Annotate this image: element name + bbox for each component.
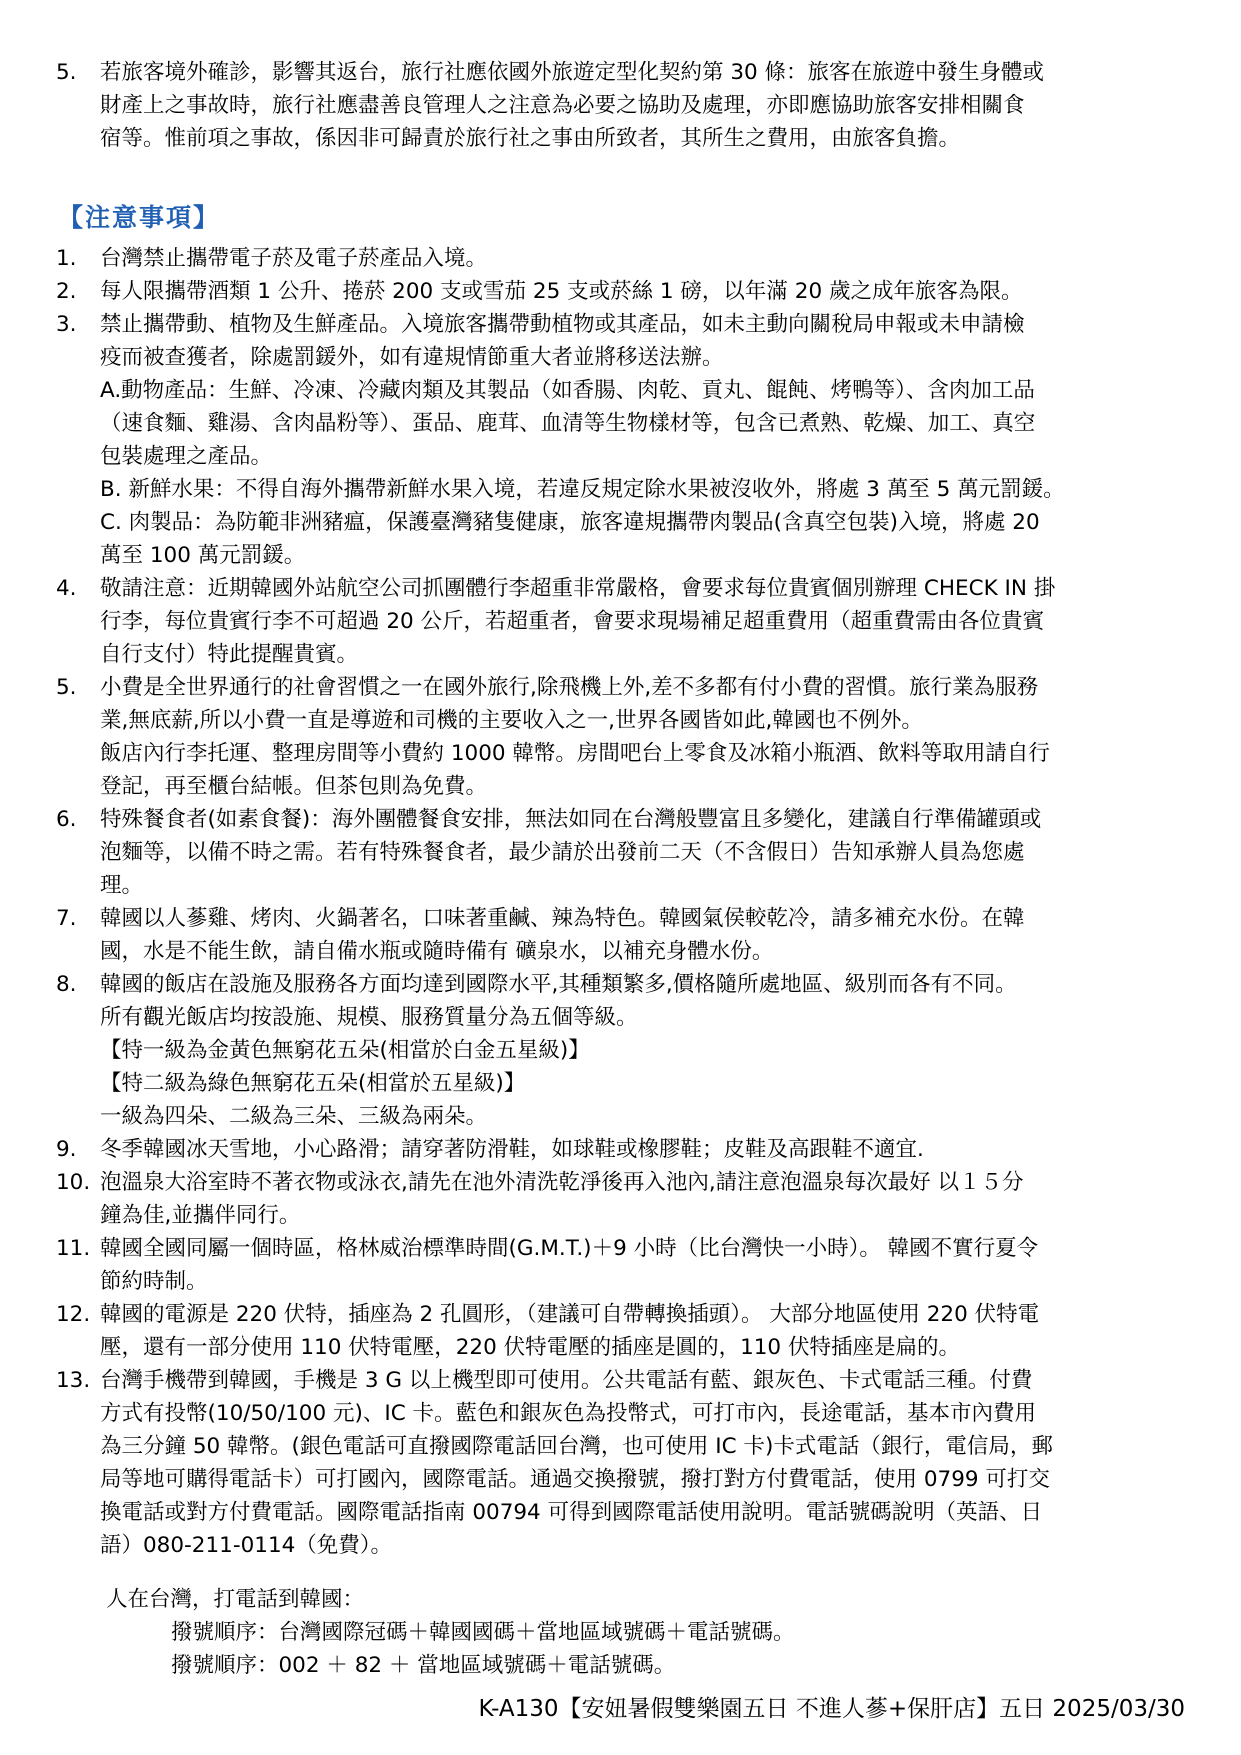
item-text — [100, 1364, 1053, 1562]
text-line: 萬至 100 萬元罰鍰。 — [100, 543, 306, 568]
item-number: 5. — [56, 60, 77, 85]
item-text — [100, 803, 1041, 902]
text-line: 鐘為佳,並攜伴同行。 — [100, 1203, 301, 1228]
notice-item-13 — [56, 1364, 1188, 1562]
text-line: 小費是全世界通行的社會習慣之一在國外旅行,除飛機上外,差不多都有付小費的習慣。旅行業為服務 — [100, 675, 1039, 700]
item-number: 5. — [56, 675, 77, 700]
text-line: （速食麵、雞湯、含肉晶粉等）、蛋品、鹿茸、血清等生物樣材等，包含已煮熟、乾燥、加工、真空 — [100, 411, 1036, 436]
dial-order-1: 撥號順序：台灣國際冠碼＋韓國國碼＋當地區域號碼＋電話號碼。 — [171, 1620, 795, 1645]
item-number: 10. — [56, 1170, 91, 1195]
text-line: 節約時制。 — [100, 1269, 208, 1294]
text-line: 為三分鐘 50 韓幣。(銀色電話可直撥國際電話回台灣，也可使用 IC 卡)卡式電話（銀行，電信局，郵 — [100, 1434, 1053, 1459]
text-line: 台灣禁止攜帶電子菸及電子菸產品入境。 — [100, 246, 488, 271]
text-line: 疫而被查獲者，除處罰鍰外，如有違規情節重大者並將移送法辦。 — [100, 345, 724, 370]
text-line: 登記，再至櫃台結帳。但茶包則為免費。 — [100, 774, 488, 799]
item-text — [100, 1232, 1038, 1298]
dial-intro: 人在台灣，打電話到韓國： — [106, 1587, 365, 1612]
item-number: 9. — [56, 1137, 77, 1162]
text-line: 韓國全國同屬一個時區，格林威治標準時間(G.M.T.)＋9 小時（比台灣快一小時）。 韓國不實行夏令 — [100, 1236, 1039, 1261]
text-line: 自行支付）特此提醒貴賓。 — [100, 642, 359, 667]
notice-item-11 — [56, 1232, 1188, 1298]
text-line: 理。 — [100, 873, 144, 898]
item-number: 4. — [56, 576, 77, 601]
item-number: 3. — [56, 312, 77, 337]
item-text — [100, 308, 1065, 572]
item-number: 12. — [56, 1302, 91, 1327]
text-line: 局等地可購得電話卡）可打國內，國際電話。通過交換撥號，撥打對方付費電話，使用 0799 可打交 — [100, 1467, 1050, 1492]
text-line: 飯店內行李托運、整理房間等小費約 1000 韓幣。房間吧台上零食及冰箱小瓶酒、飲料等取用請自行 — [100, 741, 1050, 766]
text-line: 【特二級為綠色無窮花五朵(相當於五星級)】 — [100, 1071, 526, 1096]
item-text: 若旅客境外確診，影響其返台，旅行社應依國外旅遊定型化契約第 30 條：旅客在旅遊中發生身體或 財產上之事故時，旅行社應盡善良管理人之注意為必要之協助及處理，亦即應協助旅客安排相關食 宿等。惟前項之事故，係因非可歸責於旅行社之事由所致者，其所生之費用，由旅客負擔。 — [100, 60, 1045, 151]
text-line: 換電話或對方付費電話。國際電話指南 00794 可得到國際電話使用說明。電話號碼說明（英語、日 — [100, 1500, 1043, 1525]
page-footer: K-A130【安妞暑假雙樂園五日 不進人蔘+保肝店】五日 2025/03/30 — [478, 1696, 1185, 1722]
notice-item-8 — [56, 968, 1188, 1133]
text-line: 每人限攜帶酒類 1 公升、捲菸 200 支或雪茄 25 支或菸絲 1 磅，以年滿 20 歲之成年旅客為限。 — [100, 279, 1023, 304]
notice-item-9 — [56, 1133, 1188, 1166]
text-line: 方式有投幣(10/50/100 元)、IC 卡。藍色和銀灰色為投幣式，可打市內，長途電話，基本市內費用 — [100, 1401, 1037, 1426]
text-line: 一級為四朵、二級為三朵、三級為兩朵。 — [100, 1104, 488, 1129]
notice-item-3 — [56, 308, 1188, 572]
item-text — [100, 242, 487, 275]
item-number: 1. — [56, 246, 77, 271]
text-line: 特殊餐食者(如素食餐)：海外團體餐食安排，無法如同在台灣般豐富且多變化，建議自行準備罐頭或 — [100, 807, 1042, 832]
dial-order-2: 撥號順序：002 ＋ 82 ＋ 當地區域號碼＋電話號碼。 — [171, 1653, 676, 1678]
item-text — [100, 968, 1017, 1133]
item-number: 6. — [56, 807, 77, 832]
item-number: 13. — [56, 1368, 91, 1393]
item-number: 2. — [56, 279, 77, 304]
item-number: 11. — [56, 1236, 91, 1261]
text-line: 台灣手機帶到韓國，手機是 3 G 以上機型即可使用。公共電話有藍、銀灰色、卡式電話三種。付費 — [100, 1368, 1033, 1393]
item-text — [100, 275, 1022, 308]
text-line: 業,無底薪,所以小費一直是導遊和司機的主要收入之一,世界各國皆如此,韓國也不例外。 — [100, 708, 923, 733]
text-line: 泡麵等，以備不時之需。若有特殊餐食者，最少請於出發前二天（不含假日）告知承辦人員為您處 — [100, 840, 1025, 865]
notice-item-7 — [56, 902, 1188, 968]
notice-item-6 — [56, 803, 1188, 902]
notice-item-4 — [56, 572, 1188, 671]
text-line: A.動物產品：生鮮、冷凍、冷藏肉類及其製品（如香腸、肉乾、貢丸、餛飩、烤鴨等）、含肉加工品 — [100, 378, 1035, 403]
text-line: 國，水是不能生飲，請自備水瓶或隨時備有 礦泉水，以補充身體水份。 — [100, 939, 774, 964]
text-line: 語）080-211-0114（免費）。 — [100, 1533, 393, 1558]
text-line: 敬請注意：近期韓國外站航空公司抓團體行李超重非常嚴格，會要求每位貴賓個別辦理 CHECK IN 掛 — [100, 576, 1056, 601]
item-text — [100, 572, 1055, 671]
item-text — [100, 1133, 924, 1166]
section-heading: 【注意事項】 — [58, 203, 221, 232]
item-number: 7. — [56, 906, 77, 931]
text-line: 泡溫泉大浴室時不著衣物或泳衣,請先在池外清洗乾淨後再入池內,請注意泡溫泉每次最好 以１５分 — [100, 1170, 1024, 1195]
text-line: 行李，每位貴賓行李不可超過 20 公斤，若超重者，會要求現場補足超重費用（超重費需由各位貴賓 — [100, 609, 1045, 634]
item-text — [100, 1298, 1039, 1364]
notice-item-10 — [56, 1166, 1188, 1232]
text-line: 禁止攜帶動、植物及生鮮產品。入境旅客攜帶動植物或其產品，如未主動向關稅局申報或未申請檢 — [100, 312, 1025, 337]
notice-item-12 — [56, 1298, 1188, 1364]
text-line: 所有觀光飯店均按設施、規模、服務質量分為五個等級。 — [100, 1005, 638, 1030]
top-item — [56, 56, 1188, 155]
item-text — [100, 1166, 1024, 1232]
notice-item-1 — [56, 242, 1188, 275]
item-text — [100, 671, 1050, 803]
text-line: 韓國的飯店在設施及服務各方面均達到國際水平,其種類繁多,價格隨所處地區、級別而各有不同。 — [100, 972, 1017, 997]
text-line: 包裝處理之產品。 — [100, 444, 273, 469]
text-line: 冬季韓國冰天雪地，小心路滑；請穿著防滑鞋，如球鞋或橡膠鞋；皮鞋及高跟鞋不適宜. — [100, 1137, 924, 1162]
text-line: C. 肉製品：為防範非洲豬瘟，保護臺灣豬隻健康，旅客違規攜帶肉製品(含真空包裝)入境，將處 20 — [100, 510, 1040, 535]
item-text — [100, 902, 1025, 968]
notice-item-2 — [56, 275, 1188, 308]
text-line: B. 新鮮水果：不得自海外攜帶新鮮水果入境，若違反規定除水果被沒收外，將處 3 萬至 5 萬元罰鍰。 — [100, 477, 1065, 502]
text-line: 韓國以人蔘雞、烤肉、火鍋著名，口味著重鹹、辣為特色。韓國氣侯較乾冷，請多補充水份。在韓 — [100, 906, 1025, 931]
notice-item-5 — [56, 671, 1188, 803]
text-line: 【特一級為金黃色無窮花五朵(相當於白金五星級)】 — [100, 1038, 590, 1063]
item-number: 8. — [56, 972, 77, 997]
text-line: 壓，還有一部分使用 110 伏特電壓，220 伏特電壓的插座是圓的，110 伏特插座是扁的。 — [100, 1335, 960, 1360]
text-line: 韓國的電源是 220 伏特，插座為 2 孔圓形，（建議可自帶轉換插頭）。 大部分地區使用 220 伏特電 — [100, 1302, 1040, 1327]
